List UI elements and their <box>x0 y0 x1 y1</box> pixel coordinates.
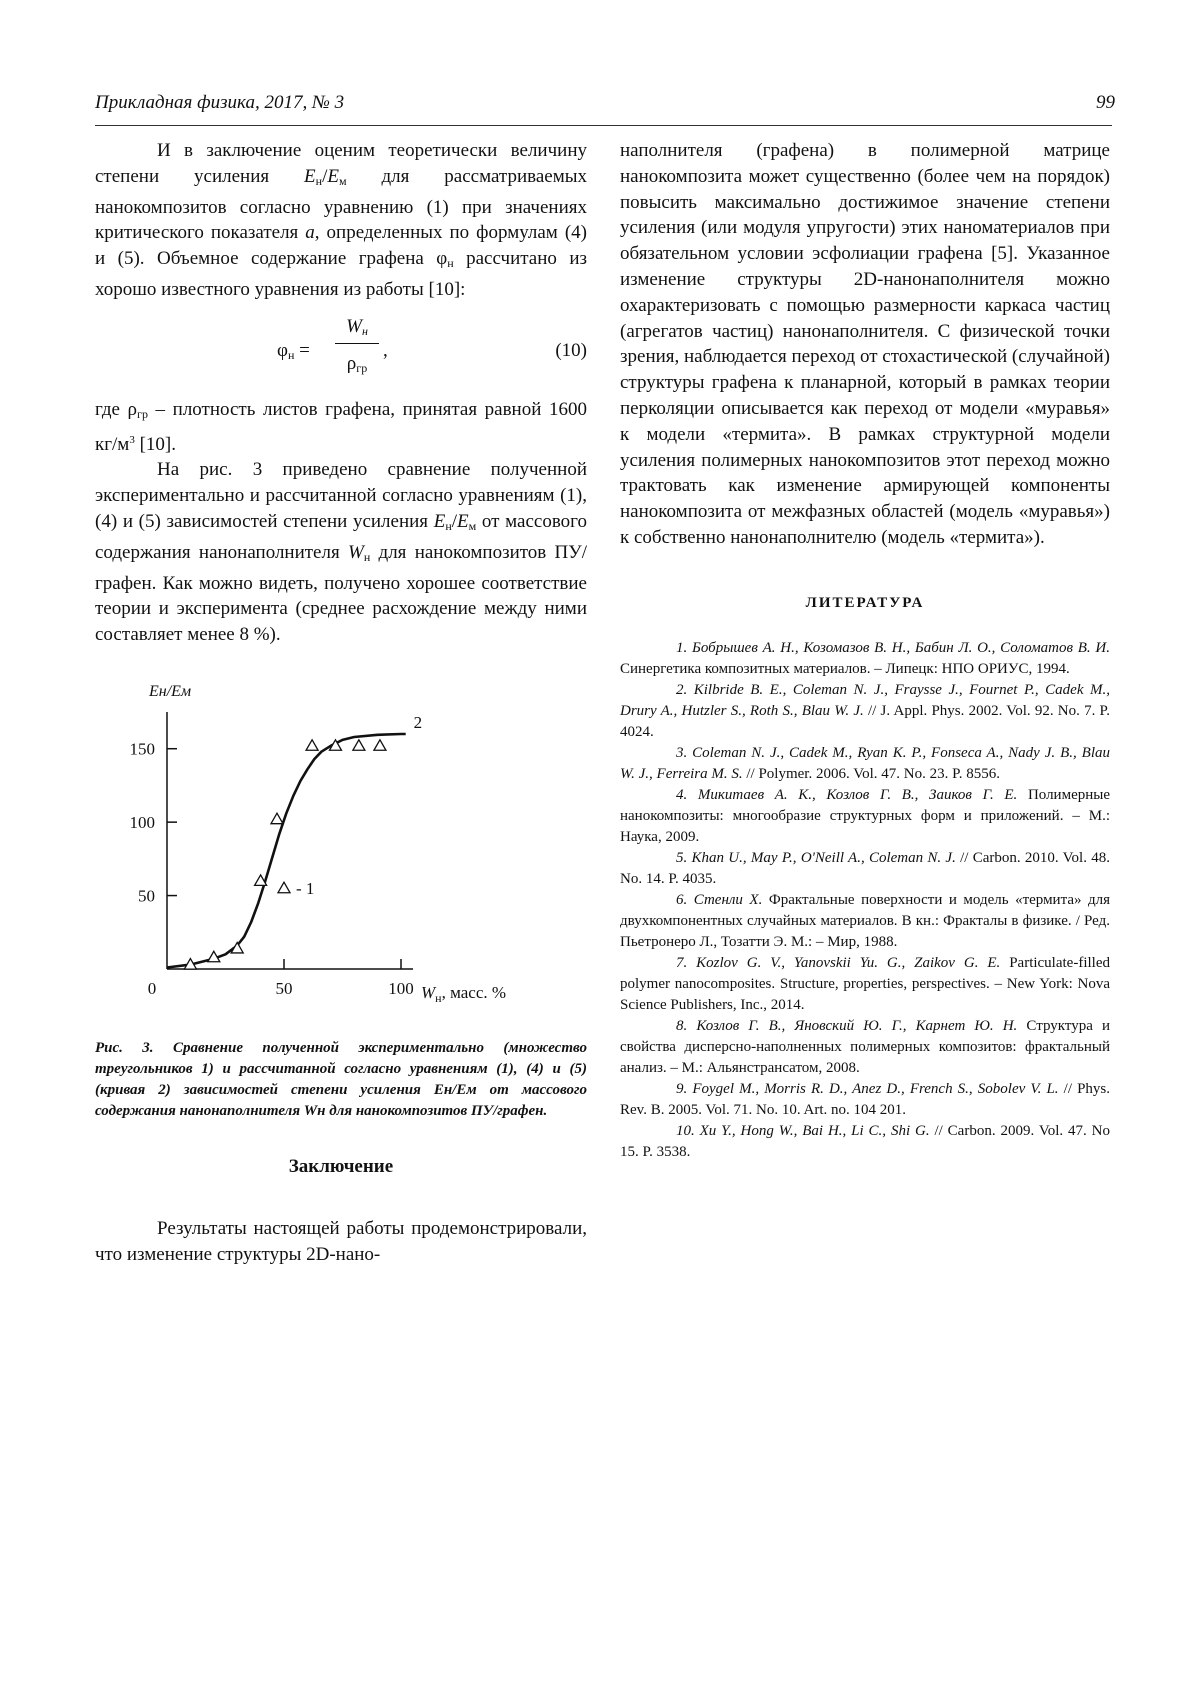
paragraph-density: где $\rho_{гр}$ – плотность листов графена, принятая равной 1600 $кг/м^3$ [10]. <box>95 398 587 455</box>
x-tick-label: 0 <box>147 978 157 998</box>
reference-item: 6. Стенли Х. Фрактальные поверхности и модель «термита» для двухкомпонентных случайных материалов. В кн.: Фракталы в физике. / Ред. Пьетронеро Л., Тозатти Э. М.: – Мир, 1988. <box>620 891 1110 950</box>
fraction: $W_н$ $\rho_{гр}$ <box>335 307 379 378</box>
x-tick-label: 100 <box>388 978 414 998</box>
figure-caption: Рис. 3. Сравнение полученной экспериментально (множество треугольников 1) и рассчитанной согласно уравнениям (1), (4) и (5) (кривая 2) зависимостей степени усиления Eн/Eм от массового содержания нанонаполнителя Wн для нанокомпозитов ПУ/графен. <box>95 1039 587 1119</box>
equation-10: $\varphi_н$ = $W_н$ $\rho_{гр}$ , (10) <box>95 303 587 397</box>
y-tick-label: 150 <box>129 739 155 759</box>
reference-item: 9. Foygel M., Morris R. D., Anez D., French S., Sobolev V. L. // Phys. Rev. B. 2005. Vol. 71. No. 10. Art. no. 104 201. <box>620 1080 1111 1118</box>
running-head <box>95 92 1115 114</box>
y-tick-label: 50 <box>138 886 155 906</box>
y-axis-label: Eн/Eм <box>149 682 192 700</box>
left-column <box>95 138 587 1268</box>
data-point-triangle <box>374 740 386 751</box>
reference-item: 10. Xu Y., Hong W., Bai H., Li C., Shi G. // Carbon. 2009. Vol. 47. No 15. P. 3538. <box>620 1122 1110 1160</box>
right-column <box>620 138 1110 1163</box>
paragraph-conclusion: Результаты настоящей работы продемонстрировали, что изменение структуры 2D-нано- <box>95 1217 587 1265</box>
legend-label: - 1 <box>296 879 315 899</box>
page-number: 99 <box>1096 92 1115 113</box>
paragraph-figure-ref: На рис. 3 приведено сравнение полученной экспериментально и рассчитанной согласно уравнениям (1), (4) и (5) зависимостей степени усиления $E_н/E_м$ от массового содержания нанонаполнителя $W_н$ для нанокомпозитов ПУ/графен. Как можно видеть, получено хорошее соответствие теории и эксперимента (среднее расхождение между ними составляет менее 8 %). <box>95 459 587 646</box>
data-point-triangle <box>306 740 318 751</box>
y-tick-label: 100 <box>129 813 155 833</box>
reference-item: 7. Kozlov G. V., Yanovskii Yu. G., Zaikov G. E. Particulate-filled polymer nanocomposites. Structure, properties, perspectives. – New York: Nova Science Publishers, Inc., 2014. <box>620 954 1110 1013</box>
reference-item: 5. Khan U., May P., O'Neill A., Coleman N. J. // Carbon. 2010. Vol. 48. No. 14. P. 4035. <box>620 849 1110 887</box>
paragraph-intro: И в заключение оценим теоретически величину степени усиления $E_н/E_м$ для рассматриваемых нанокомпозитов согласно уравнению (1) при значениях критического показателя a, определенных по формулам (4) и (5). Объемное содержание графена $\varphi_н$ рассчитано из хорошо известного уравнения из работы [10]: <box>95 140 587 300</box>
data-point-triangle <box>271 813 283 824</box>
reference-item: 2. Kilbride B. E., Coleman N. J., Fraysse J., Fournet P., Cadek M., Drury A., Hutzler S., Roth S., Blau W. J. // J. Appl. Phys. 2002. Vol. 92. No. 7. P. 4024. <box>620 681 1110 740</box>
legend-marker-triangle <box>278 882 290 893</box>
chart-svg <box>95 674 587 1034</box>
header-rule <box>95 125 1112 126</box>
reference-item: 8. Козлов Г. В., Яновский Ю. Г., Карнет Ю. Н. Структура и свойства дисперсно-наполненных полимерных композитов: фрактальный анализ. – М.: Альянстрансатом, 2008. <box>620 1017 1110 1076</box>
conclusion-title: Заключение <box>288 1155 394 1177</box>
equation-number: (10) <box>555 339 587 361</box>
x-axis-label: $W_н$, масс. % <box>421 982 507 1005</box>
paragraph-continuation: наполнителя (графена) в полимерной матрице нанокомпозита может существенно (более чем на порядок) повысить максимально достижимое значение степени усиления (или модуля упругости) этих наноматериалов при обязательном условии эсфолиации графена [5]. Указанное изменение структуры 2D-нанонаполнителя можно охарактеризовать с помощью размерности каркаса частиц (агрегатов частиц) нанонаполнителя. С физической точки зрения, наблюдается переход от стохастической (случайной) структуры графена к планарной, который в рамках теории перколяции описывается как переход от модели «муравья» к модели «термита». В рамках структурной модели усиления полимерных нанокомпозитов этот переход можно трактовать как изменение армирующей компоненты нанокомпозита от межфазных областей (модель «муравья») к собственно нанонаполнителю (модель «термита»). <box>620 140 1110 548</box>
references-title: ЛИТЕРАТУРА <box>805 594 925 611</box>
journal-title: Прикладная физика, 2017, № 3 <box>95 92 345 113</box>
reference-item: 4. Микитаев А. К., Козлов Г. В., Заиков Г. Е. Полимерные нанокомпозиты: многообразие структурных форм и приложений. – М.: Наука, 2009. <box>620 786 1111 845</box>
x-tick-label: 50 <box>275 978 293 998</box>
figure-3 <box>95 674 587 1034</box>
data-point-triangle <box>353 740 365 751</box>
references-list <box>620 638 1110 1163</box>
reference-item: 3. Coleman N. J., Cadek M., Ryan K. P., Fonseca A., Nady J. B., Blau W. J., Ferreira M. S. // Polymer. 2006. Vol. 47. No. 23. P. 8556. <box>620 744 1110 782</box>
reference-item: 1. Бобрышев А. Н., Козомазов В. Н., Бабин Л. О., Соломатов В. И. Синергетика композитных материалов. – Липецк: НПО ОРИУС, 1994. <box>620 639 1110 677</box>
curve-label-2: 2 <box>413 712 423 732</box>
curve-2 <box>167 734 406 968</box>
